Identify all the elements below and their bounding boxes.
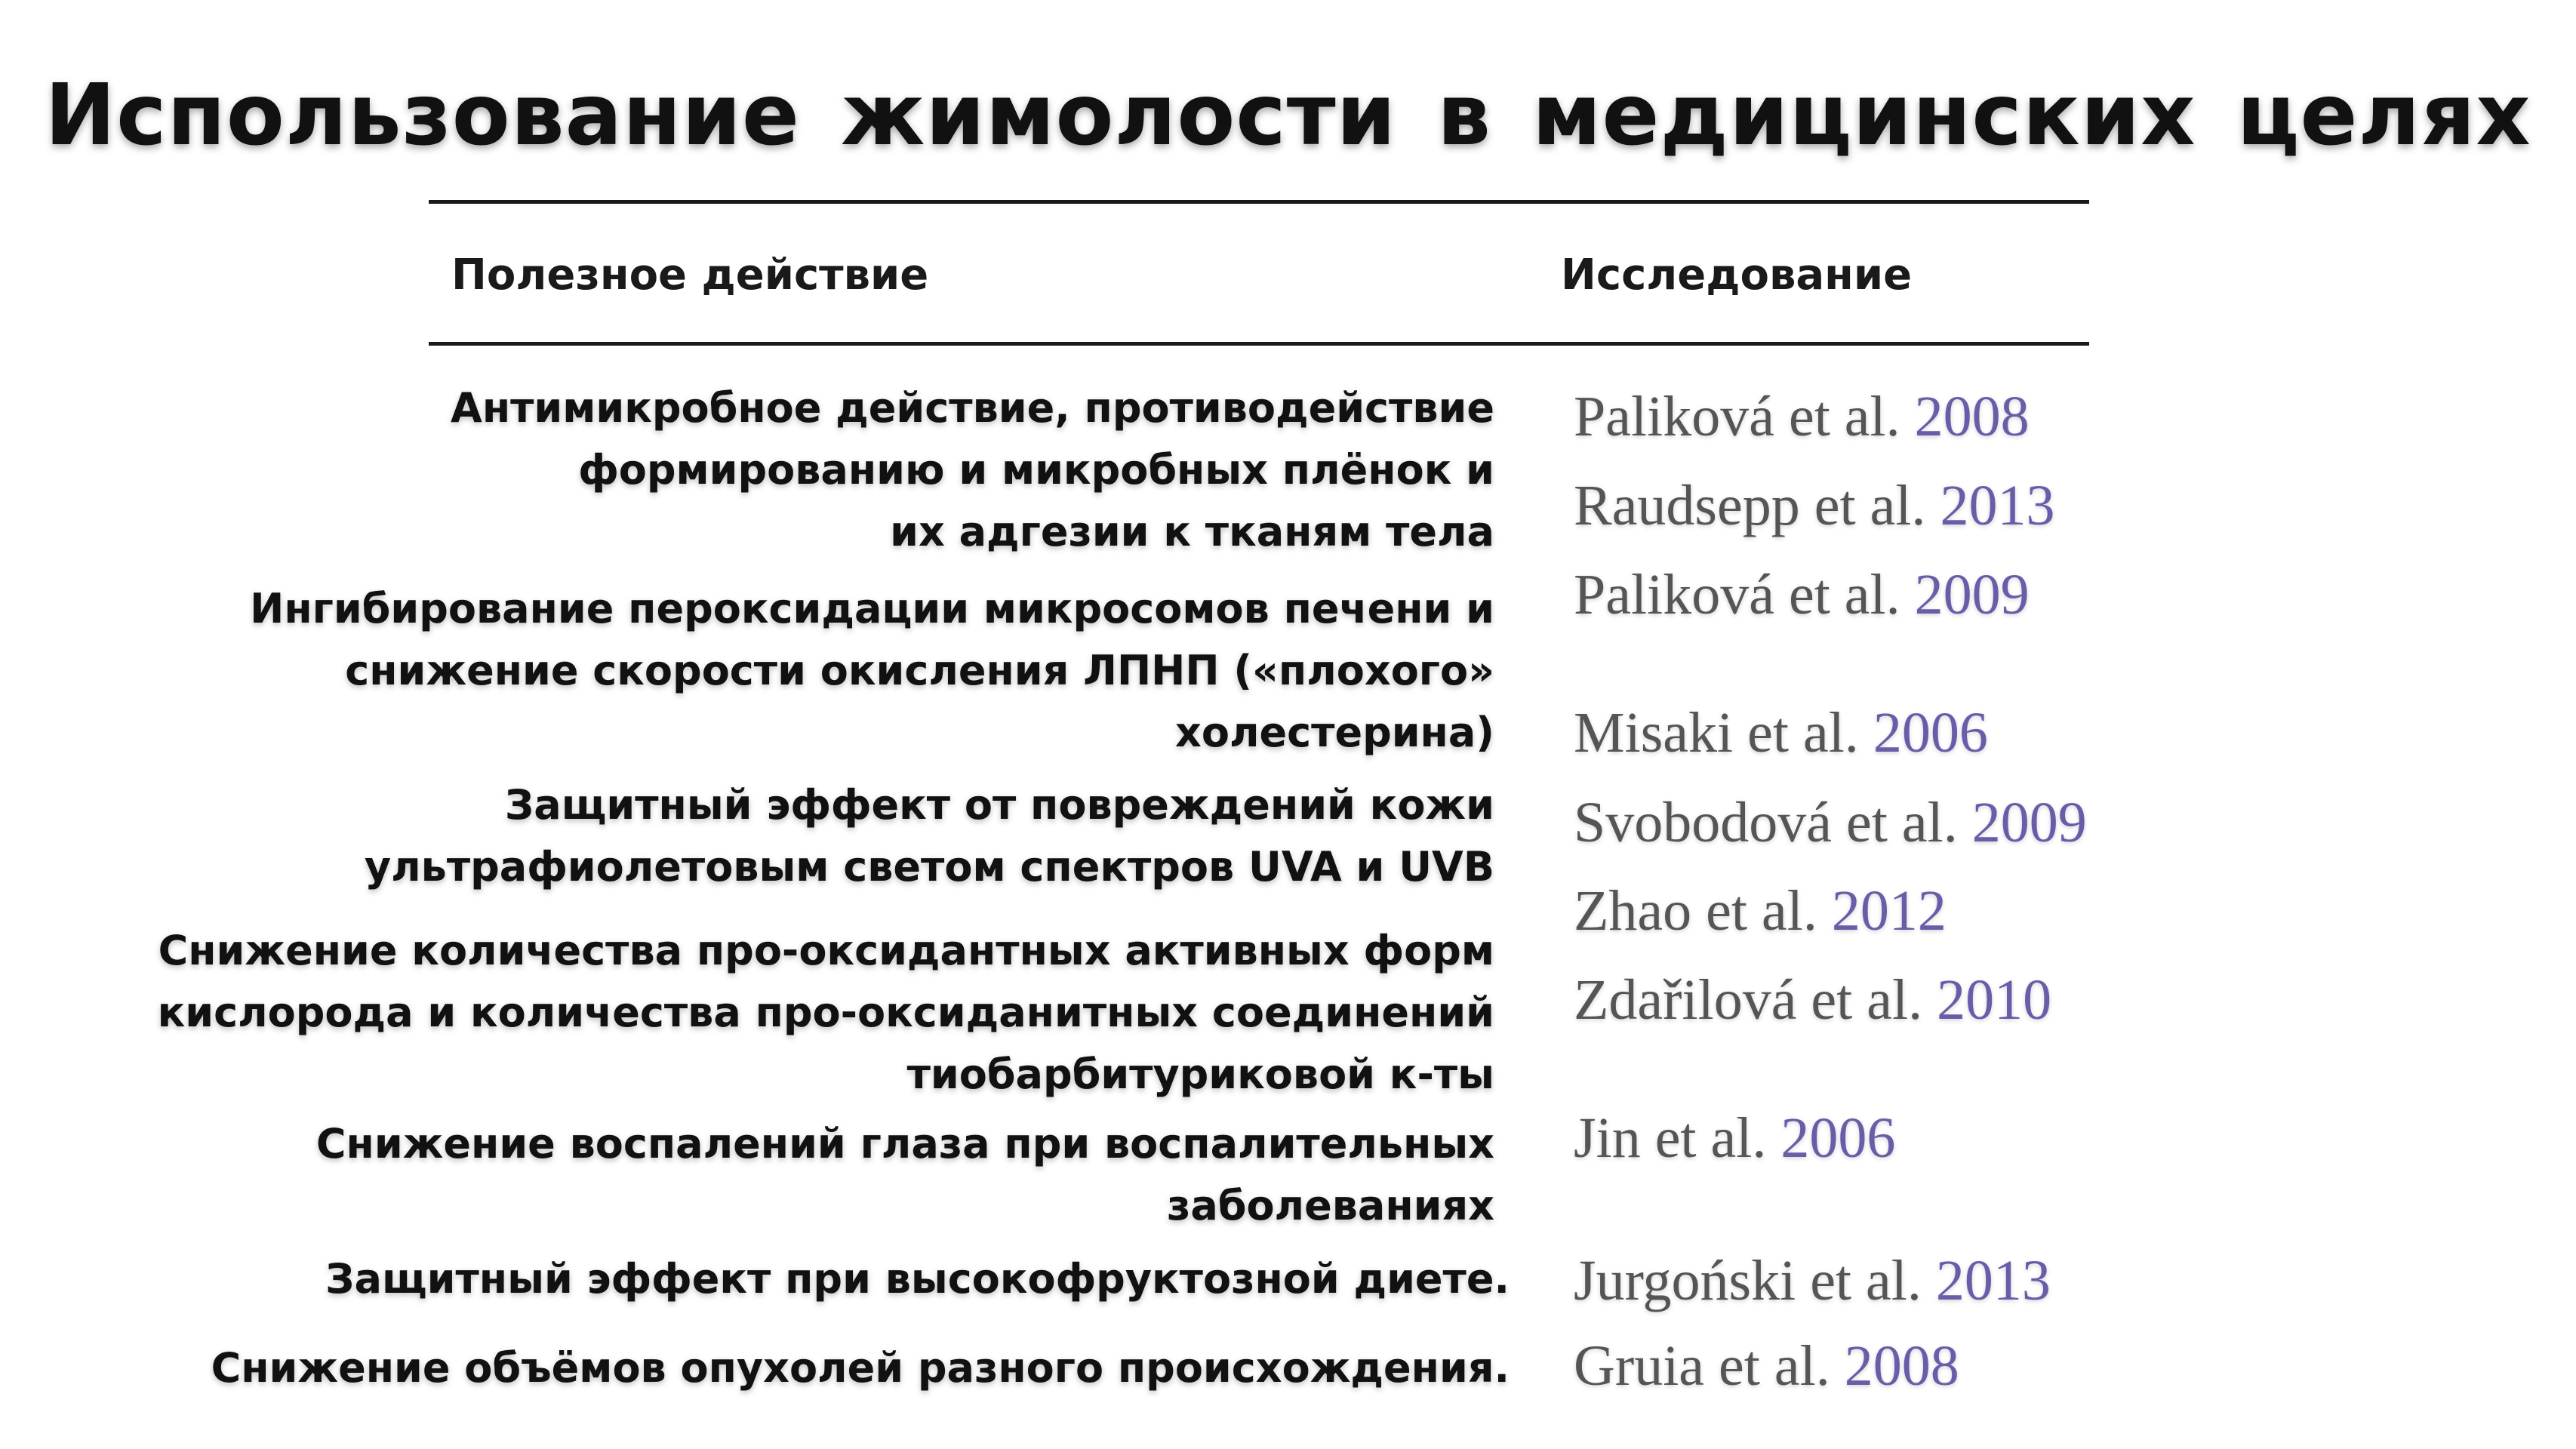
citation-year: 2009 bbox=[1914, 563, 2030, 626]
effect-line: Ингибирование пероксидации микросомов печени и bbox=[250, 585, 1494, 632]
citation-author: Jin et al. bbox=[1574, 1106, 1767, 1170]
effect-peroxidation-inhibition bbox=[250, 578, 1494, 764]
effect-line: Снижение количества про-оксидантных активных форм bbox=[158, 927, 1494, 974]
effect-line: холестерина) bbox=[1175, 709, 1494, 756]
effect-line: Антимикробное действие, противодействие bbox=[451, 384, 1494, 432]
page-title: Использование жимолости в медицинских целях bbox=[45, 66, 2531, 165]
effect-tumor-reduction bbox=[211, 1337, 1510, 1399]
citation-year: 2008 bbox=[1914, 385, 2030, 448]
effect-line: их адгезии к тканям тела bbox=[890, 508, 1494, 555]
effect-line: ультрафиолетовым светом спектров UVA и UVB bbox=[364, 843, 1494, 891]
citation bbox=[1574, 1243, 2051, 1318]
citation-year: 2013 bbox=[1935, 1249, 2051, 1312]
citation bbox=[1574, 379, 2030, 454]
table-top-rule bbox=[429, 200, 2089, 204]
column-header-study: Исследование bbox=[1561, 251, 1913, 300]
effect-line: заболеваниях bbox=[1166, 1182, 1494, 1229]
effect-line: Снижение объёмов опухолей разного происхождения. bbox=[211, 1344, 1510, 1392]
citation-year: 2008 bbox=[1844, 1334, 1959, 1398]
citation bbox=[1574, 557, 2030, 632]
citation-year: 2006 bbox=[1873, 701, 1988, 764]
citation-year: 2013 bbox=[1940, 474, 2055, 537]
citation bbox=[1574, 873, 1947, 949]
effect-prooxidant-reduction bbox=[158, 920, 1494, 1106]
effect-line: Защитный эффект при высокофруктозной диете. bbox=[325, 1255, 1510, 1303]
citation bbox=[1574, 695, 1988, 771]
citation-author: Svobodová et al. bbox=[1574, 791, 1958, 854]
citation bbox=[1574, 785, 2087, 860]
effect-line: снижение скорости окисления ЛПНП («плохого» bbox=[345, 647, 1494, 694]
citation bbox=[1574, 468, 2054, 543]
effect-eye-inflammation bbox=[316, 1113, 1494, 1237]
column-header-effect: Полезное действие bbox=[451, 251, 929, 300]
citation-author: Paliková et al. bbox=[1574, 385, 1900, 448]
table-header-rule bbox=[429, 342, 2089, 346]
effect-line: Снижение воспалений глаза при воспалительных bbox=[315, 1120, 1494, 1168]
citation-year: 2006 bbox=[1780, 1106, 1896, 1170]
effect-high-fructose-diet bbox=[325, 1248, 1510, 1310]
citation-author: Zhao et al. bbox=[1574, 879, 1817, 943]
effect-line: Защитный эффект от повреждений кожи bbox=[504, 781, 1494, 829]
citation-year: 2009 bbox=[1971, 791, 2087, 854]
citation-author: Raudsepp et al. bbox=[1574, 474, 1926, 537]
citation-author: Jurgoński et al. bbox=[1574, 1249, 1922, 1312]
citation-author: Gruia et al. bbox=[1574, 1334, 1830, 1398]
effect-line: тиобарбитуриковой к-ты bbox=[906, 1051, 1494, 1098]
citation-author: Paliková et al. bbox=[1574, 563, 1900, 626]
effect-line: кислорода и количества про-оксиданитных соединений bbox=[157, 989, 1494, 1036]
effect-uv-protection bbox=[365, 774, 1494, 898]
effect-antimicrobial bbox=[451, 377, 1494, 563]
citation-year: 2010 bbox=[1937, 968, 2052, 1032]
effect-line: формированию и микробных плёнок и bbox=[578, 446, 1494, 494]
citation-author: Zdařilová et al. bbox=[1574, 968, 1923, 1032]
citation-year: 2012 bbox=[1831, 879, 1947, 943]
citation bbox=[1574, 962, 2051, 1038]
citation bbox=[1574, 1100, 1895, 1176]
citation bbox=[1574, 1328, 1959, 1404]
citation-author: Misaki et al. bbox=[1574, 701, 1859, 764]
